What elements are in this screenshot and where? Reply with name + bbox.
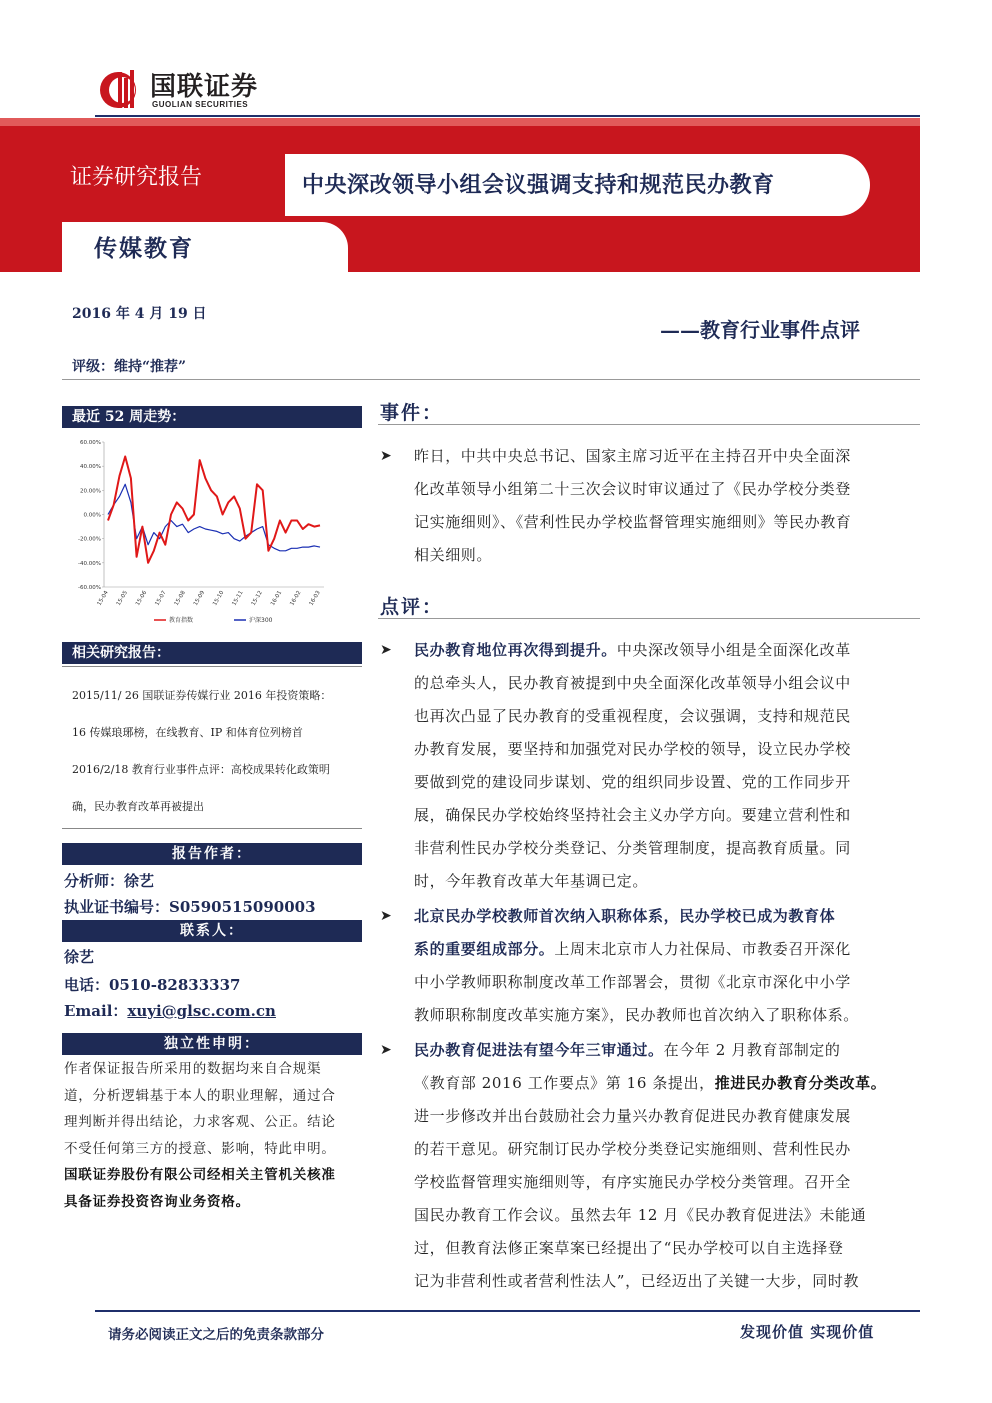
- statement-line: 不受任何第三方的授意、影响，特此申明。: [64, 1140, 336, 1157]
- cert-number: 执业证书编号：S0590515090003: [64, 898, 316, 916]
- x-tick-label: 15-09: [192, 590, 207, 607]
- y-tick-label: 60.00%: [80, 440, 101, 446]
- qualification-line: 具备证券投资咨询业务资格。: [64, 1193, 250, 1210]
- divider: [62, 379, 920, 380]
- y-tick-label: 0.00%: [83, 512, 101, 519]
- related-item[interactable]: 确，民办教育改革再被提出: [72, 800, 204, 813]
- phone: 电话：0510-82833337: [64, 976, 241, 994]
- x-tick-label: 15-12: [250, 590, 264, 607]
- series-line: [108, 457, 320, 563]
- y-tick-label: 20.00%: [80, 488, 101, 495]
- statement-line: 道，分析逻辑基于本人的职业理解，通过合: [64, 1087, 336, 1104]
- event-heading: 事件：: [380, 402, 444, 424]
- email-link[interactable]: xuyi@glsc.com.cn: [127, 1002, 276, 1020]
- x-tick-label: 16-01: [269, 590, 284, 607]
- guolian-logo-icon: [98, 66, 138, 110]
- independence-statement: [64, 1056, 362, 1215]
- statement-line: 理判断并得出结论，力求客观、公正。结论: [64, 1114, 336, 1130]
- comment-paragraph-2: 北京民办学校教师首次纳入职称体系，民办学校已成为教育体 系的重要组成部分。上周末北京市人力社保局、市教委召开深化 中小学教师职称制度改革工作部署会，贯彻《北京市深化中小学 教师职称制度改革实施方案》，民办教师也首次纳入了职称体系。: [414, 907, 859, 1024]
- email-label: Email：: [64, 1002, 128, 1020]
- statement-line: 作者保证报告所采用的数据均来自合规渠: [64, 1061, 322, 1077]
- comment-heading: 点评：: [380, 596, 444, 618]
- contact-name: 徐艺: [64, 948, 95, 966]
- y-tick-label: -20.00%: [78, 536, 101, 543]
- divider: [62, 666, 362, 667]
- x-tick-label: 15-06: [135, 590, 149, 607]
- x-tick-label: 15-08: [173, 590, 187, 607]
- related-item[interactable]: 2016/2/18 教育行业事件点评：高校成果转化政策明: [72, 763, 330, 776]
- x-tick-label: 15-11: [231, 590, 245, 607]
- x-tick-label: 16-03: [308, 590, 322, 607]
- banner-highlight: [0, 118, 920, 126]
- report-subtitle: ——教育行业事件点评: [660, 318, 860, 342]
- bullet-arrow-icon: ➤: [380, 908, 392, 924]
- brand-name-en: GUOLIAN SECURITIES: [152, 100, 249, 109]
- trend-heading: 最近 52 周走势：: [62, 406, 362, 428]
- independence-heading: 独立性申明：: [62, 1033, 362, 1055]
- email-row: [64, 1000, 276, 1021]
- y-tick-label: 40.00%: [80, 464, 101, 471]
- contact-heading: 联系人：: [62, 920, 362, 942]
- bullet-arrow-icon: ➤: [380, 642, 392, 658]
- footer-rule: [95, 1310, 920, 1312]
- x-tick-label: 15-04: [96, 590, 110, 607]
- rating: 评级：维持“推荐”: [72, 359, 187, 375]
- qualification-line: 国联证券股份有限公司经相关主管机关核准: [64, 1167, 336, 1183]
- brand-name: 国联证券: [150, 72, 259, 102]
- sector-label: 传媒教育: [94, 236, 194, 262]
- analyst-name: 分析师：徐艺: [64, 872, 155, 890]
- comment-paragraph-1: 民办教育地位再次得到提升。中央深改领导小组是全面深化改革 的总牵头人，民办教育被提到中央全面深化改革领导小组会议中 也再次凸显了民办教育的受重视程度，会议强调，支持和规范民 办教育发展，要坚持和加强党对民办学校的领导，设立民办学校 要做到党的建设同步谋划、党的组织同步设置、党的工作同步开 展，确保民办学校始终坚持社会主义办学方向。要建立营利性和 非营利性民办学校分类登记、分类管理制度，提高教育质量。同 时，今年教育改革大年基调已定。: [414, 641, 851, 890]
- y-tick-label: -40.00%: [78, 560, 101, 567]
- x-tick-label: 16-02: [289, 590, 303, 607]
- author-heading: 报告作者：: [62, 843, 362, 865]
- legend-label: 教育指数: [169, 617, 194, 624]
- related-item[interactable]: 16 传媒琅琊榜，在线教育、IP 和体育位列榜首: [72, 726, 303, 739]
- report-type: 证券研究报告: [70, 165, 203, 190]
- bullet-arrow-icon: ➤: [380, 1042, 392, 1058]
- comment-paragraph-3: 民办教育促进法有望今年三审通过。在今年 2 月教育部制定的 《教育部 2016 工作要点》第 16 条提出，推进民办教育分类改革。 进一步修改并出台鼓励社会力量兴办教育促进民办教育健康发展 的若干意见。研究制订民办学校分类登记实施细则、营利性民办 学校监督管理实施细则等，有序实施民办学校分类管理。召开全 国民办教育工作会议。虽然去年 12 月《民办教育促进法》未能通 过，但教育法修正案草案已经提出了“民办学校可以自主选择登 记为非营利性或者营利性法人”，已经迈出了关键一大步，同时教: [414, 1041, 887, 1290]
- disclaimer-note: 请务必阅读正文之后的免责条款部分: [108, 1327, 324, 1343]
- x-tick-label: 15-07: [154, 590, 168, 607]
- bullet-arrow-icon: ➤: [380, 448, 392, 464]
- x-tick-label: 15-10: [212, 590, 226, 607]
- y-tick-label: -60.00%: [78, 585, 101, 591]
- report-date: 2016 年 4 月 19 日: [72, 306, 207, 322]
- header-rule: [95, 115, 920, 117]
- divider: [62, 828, 362, 829]
- legend-label: 沪深300: [249, 617, 273, 624]
- divider: [378, 424, 920, 425]
- x-tick-label: 15-05: [115, 590, 130, 607]
- slogan: 发现价值 实现价值: [740, 1323, 875, 1341]
- related-item[interactable]: 2015/11/ 26 国联证券传媒行业 2016 年投资策略：: [72, 689, 332, 702]
- related-heading: 相关研究报告：: [62, 642, 362, 664]
- event-paragraph: 昨日，中共中央总书记、国家主席习近平在主持召开中央全面深 化改革领导小组第二十三次会议时审议通过了《民办学校分类登 记实施细则》、《营利性民办学校监督管理实施细则》等民办教育 相关细则。: [414, 447, 852, 564]
- report-title: 中央深改领导小组会议强调支持和规范民办教育: [302, 172, 775, 198]
- trend-chart: [62, 432, 362, 628]
- divider: [378, 618, 920, 619]
